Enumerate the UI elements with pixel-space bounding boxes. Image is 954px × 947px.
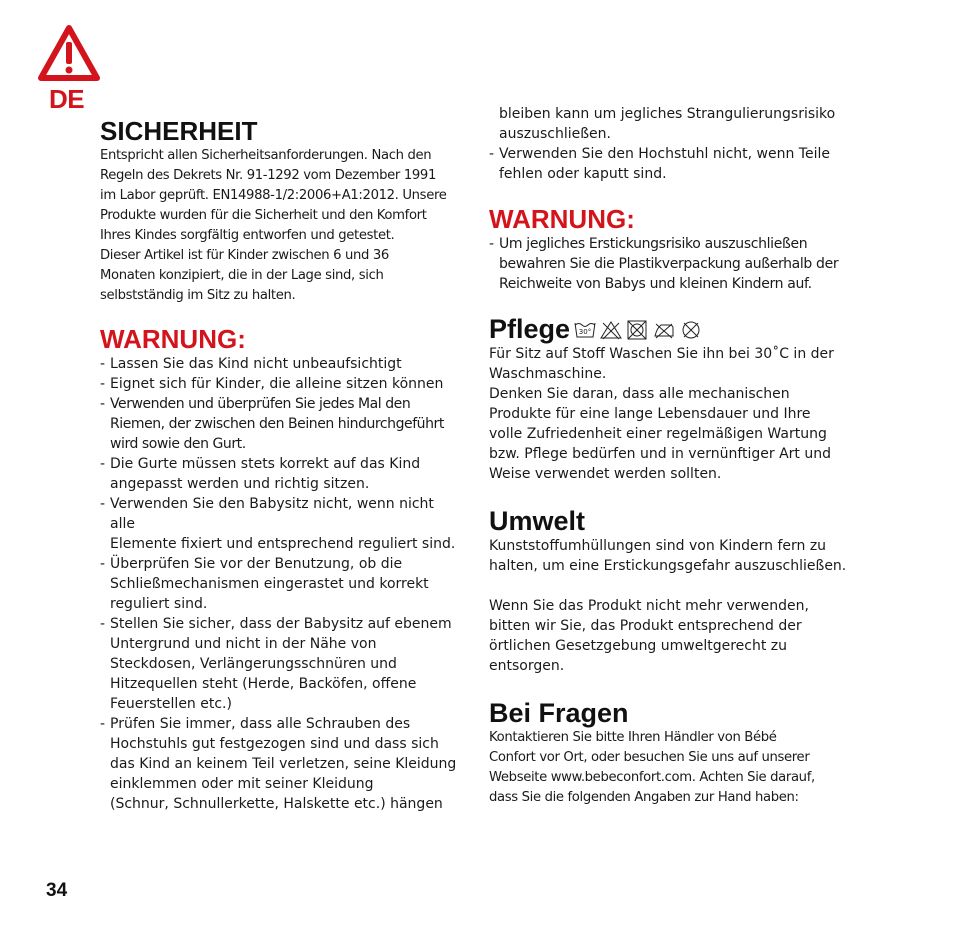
fragen-line: Kontaktieren Sie bitte Ihren Händler von Bébé — [489, 730, 777, 745]
pflege-line: Produkte für eine lange Lebensdauer und Ihre — [489, 406, 811, 422]
heading-warnung: WARNUNG: — [100, 324, 246, 354]
care-symbols — [574, 320, 702, 340]
language-badge: DE — [49, 84, 85, 114]
list-item: - Verwenden Sie den Hochstuhl nicht, wenn Teile fehlen oder kaputt sind. — [489, 144, 849, 184]
pflege-line: volle Zufriedenheit einer regelmäßigen Wartung — [489, 426, 827, 442]
fragen-line: Confort vor Ort, oder besuchen Sie uns auf unserer — [489, 750, 810, 765]
svg-text:30°: 30° — [578, 328, 592, 336]
pflege-line: bzw. Pflege bedürfen und in vernünftiger Art und — [489, 446, 832, 462]
section-bei-fragen — [489, 698, 849, 808]
list-item: - Die Gurte müssen stets korrekt auf das Kind angepasst werden und richtig sitzen. — [100, 454, 460, 494]
fragen-line: Webseite www.bebeconfort.com. Achten Sie darauf, — [489, 770, 815, 785]
list-item: - Stellen Sie sicher, dass der Babysitz auf ebenem Untergrund und nicht in der Nähe von Steckdosen, Verlängerungsschnüren und Hitzequellen steht (Herde, Backöfen, offene Feuerstellen etc.) — [100, 614, 460, 714]
sicherheit-line: Dieser Artikel ist für Kinder zwischen 6 und 36 — [100, 248, 389, 263]
list-item: - Überprüfen Sie vor der Benutzung, ob die Schließmechanismen eingerastet und korrekt reguliert sind. — [100, 554, 460, 614]
page-number: 34 — [46, 880, 68, 901]
warnung-list — [100, 354, 460, 814]
no-dry-clean-icon — [680, 320, 702, 340]
heading-sicherheit: SICHERHEIT — [100, 116, 258, 146]
sicherheit-line: Produkte wurden für die Sicherheit und den Komfort — [100, 208, 427, 223]
sicherheit-line: Monaten konzipiert, die in der Lage sind, sich — [100, 268, 384, 283]
pflege-line: Für Sitz auf Stoff Waschen Sie ihn bei 30˚C in der — [489, 346, 834, 362]
right-column — [489, 104, 849, 808]
heading-umwelt: Umwelt — [489, 506, 586, 536]
wash-30-icon — [574, 320, 596, 340]
no-bleach-icon — [600, 320, 622, 340]
list-item: - Lassen Sie das Kind nicht unbeaufsichtigt — [100, 354, 460, 374]
extra-warning-list — [489, 144, 849, 184]
heading-pflege: Pflege — [489, 314, 571, 344]
no-iron-icon — [652, 320, 676, 340]
section-warnung-2 — [489, 204, 849, 294]
sicherheit-line: Regeln des Dekrets Nr. 91-1292 vom Dezember 1991 — [100, 168, 436, 183]
heading-bei-fragen: Bei Fragen — [489, 698, 629, 728]
section-umwelt — [489, 506, 849, 676]
sicherheit-line: Entspricht allen Sicherheitsanforderungen. Nach den — [100, 148, 432, 163]
list-item: - Eignet sich für Kinder, die alleine sitzen können — [100, 374, 460, 394]
list-item: - Um jegliches Erstickungsrisiko auszuschließen bewahren Sie die Plastikverpackung außerhalb der Reichweite von Babys und kleinen Kindern auf. — [489, 234, 849, 294]
sicherheit-line: Ihres Kindes sorgfältig entworfen und getestet. — [100, 228, 395, 243]
pflege-line: Denken Sie daran, dass alle mechanischen — [489, 386, 790, 402]
continued-text: auszuschließen. — [499, 126, 611, 142]
no-tumble-dry-icon — [626, 320, 648, 340]
pflege-line: Waschmaschine. — [489, 366, 607, 382]
list-item: - Prüfen Sie immer, dass alle Schrauben des Hochstuhls gut festgezogen sind und dass sich das Kind an keinem Teil verletzen, seine Kleidung einklemmen oder mit seiner Kleidung (Schnur, Schnullerkette, Halskette etc.) hängen — [100, 714, 460, 814]
section-warnung — [100, 324, 460, 814]
fragen-line: dass Sie die folgenden Angaben zur Hand haben: — [489, 790, 799, 805]
sicherheit-line: selbstständig im Sitz zu halten. — [100, 288, 296, 303]
left-column — [100, 116, 460, 814]
heading-warnung-2: WARNUNG: — [489, 204, 635, 234]
list-item: - Verwenden und überprüfen Sie jedes Mal den Riemen, der zwischen den Beinen hindurchgeführt wird sowie den Gurt. — [100, 394, 460, 454]
umwelt-line: bitten wir Sie, das Produkt entsprechend der — [489, 618, 802, 634]
list-item: - Verwenden Sie den Babysitz nicht, wenn nicht alle Elemente fixiert und entsprechend reguliert sind. — [100, 494, 460, 554]
section-pflege — [489, 314, 849, 484]
continued-text: bleiben kann um jegliches Strangulierungsrisiko — [499, 106, 836, 122]
warnung-2-list — [489, 234, 849, 294]
pflege-line: Weise verwendet werden sollten. — [489, 466, 722, 482]
umwelt-line: Wenn Sie das Produkt nicht mehr verwenden, — [489, 598, 809, 614]
umwelt-line: örtlichen Gesetzgebung umweltgerecht zu — [489, 638, 788, 654]
umwelt-line: halten, um eine Erstickungsgefahr auszuschließen. — [489, 558, 847, 574]
section-sicherheit — [100, 116, 460, 306]
umwelt-line: entsorgen. — [489, 658, 565, 674]
umwelt-line: Kunststoffumhüllungen sind von Kindern fern zu — [489, 538, 827, 554]
sicherheit-line: im Labor geprüft. EN14988-1/2:2006+A1:2012. Unsere — [100, 188, 447, 203]
